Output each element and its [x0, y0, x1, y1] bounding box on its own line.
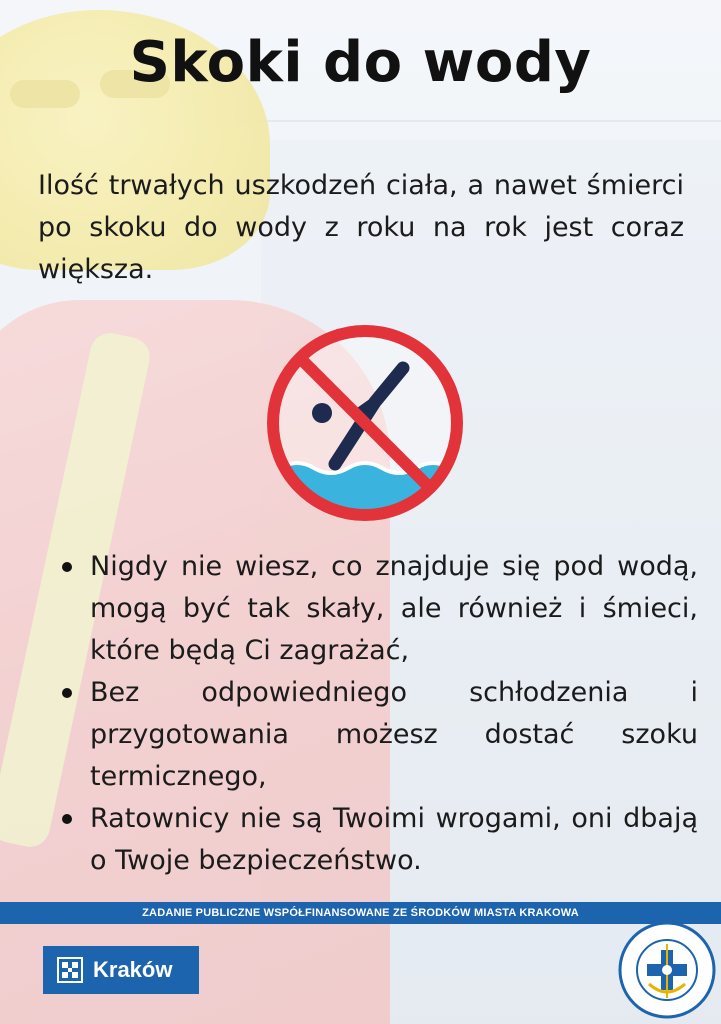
- page-title: Skoki do wody: [129, 30, 592, 95]
- bullet-item: Ratownicy nie są Twoimi wrogami, oni dbają o Twoje bezpieczeństwo.: [58, 798, 698, 882]
- krakow-logo-text: Kraków: [93, 957, 173, 982]
- krakow-logo: [43, 946, 199, 994]
- no-diving-icon: [260, 318, 470, 528]
- krakow-mark-icon: [57, 957, 83, 983]
- intro-paragraph: Ilość trwałych uszkodzeń ciała, a nawet śmierci po skoku do wody z roku na rok jest coraz większa.: [38, 170, 684, 285]
- funding-band: ZADANIE PUBLICZNE WSPÓŁFINANSOWANE ZE ŚRODKÓW MIASTA KRAKOWA: [0, 902, 721, 924]
- bullet-item: Nigdy nie wiesz, co znajduje się pod wodą, mogą być tak skały, ale również i śmieci, które będą Ci zagrażać,: [58, 546, 698, 672]
- safety-bullets: [58, 546, 698, 882]
- wopr-seal-icon: [617, 920, 717, 1020]
- bullet-item: Bez odpowiedniego schłodzenia i przygotowania możesz dostać szoku termicznego,: [58, 672, 698, 798]
